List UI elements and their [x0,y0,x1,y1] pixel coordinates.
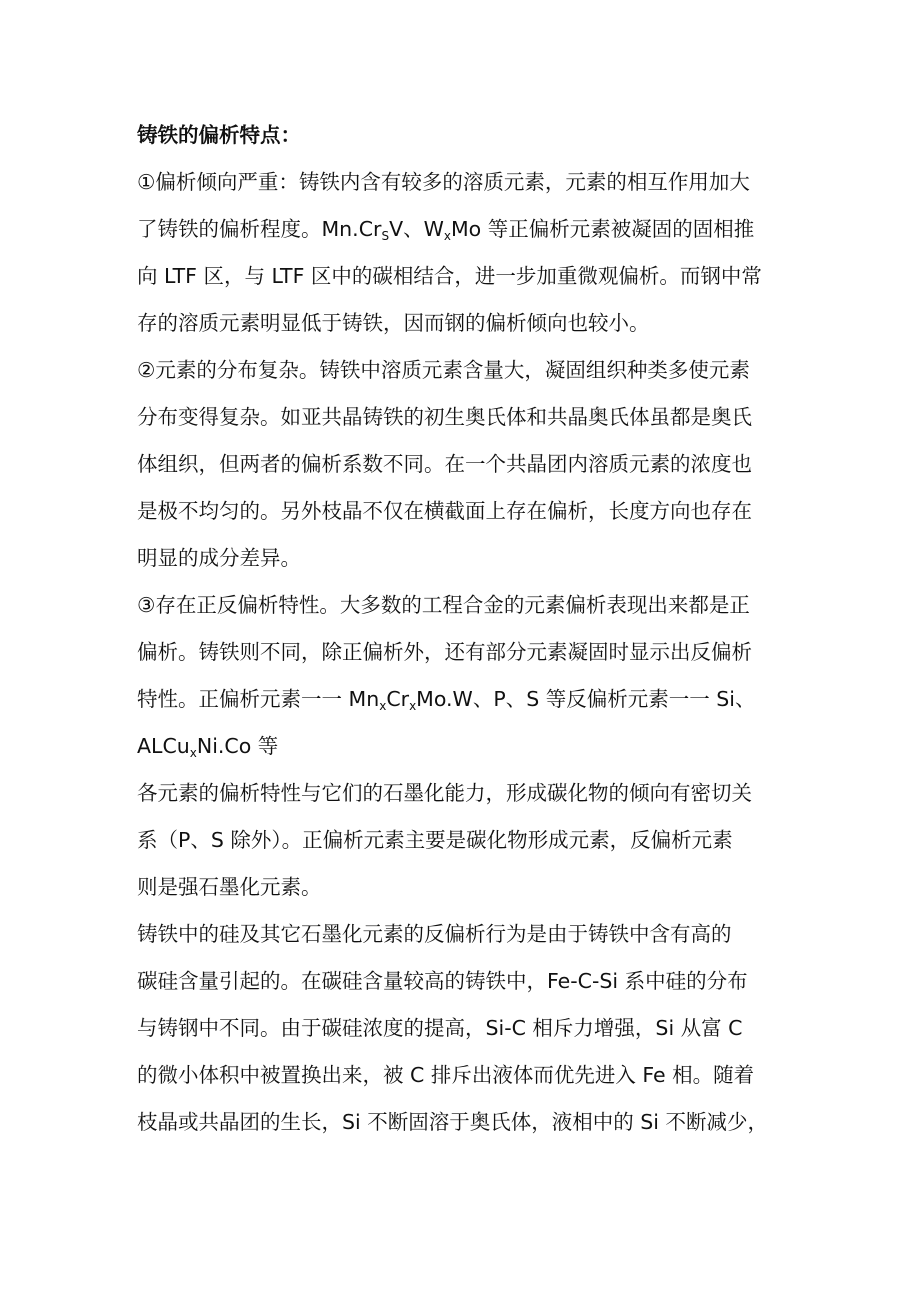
text-line: ①偏析倾向严重：铸铁内含有较多的溶质元素，元素的相互作用加大 [137,170,750,194]
text-line: 了铸铁的偏析程度。$Mn.Cr_SV$、$W_xMo$ 等正偏析元素被凝固的固相推 [137,217,755,243]
section-heading: 铸铁的偏析特点： [137,123,301,147]
text-line: 向 LTF 区，与 LTF 区中的碳相结合，进一步加重微观偏析。而钢中常 [137,264,762,288]
text-line: 分布变得复杂。如亚共晶铸铁的初生奥氏体和共晶奥氏体虽都是奥氏 [137,405,752,429]
text-line: 则是强石墨化元素。 [137,875,322,899]
text-line: 枝晶或共晶团的生长，Si 不断固溶于奥氏体，液相中的 Si 不断减少， [137,1110,768,1134]
text-line: 是极不均匀的。另外枝晶不仅在横截面上存在偏析，长度方向也存在 [137,499,752,523]
text-line: 系（P、S 除外）。正偏析元素主要是碳化物形成元素，反偏析元素 [137,828,733,852]
text-line: ALCu$_x$Ni.Co 等 [137,734,279,760]
text-line: 体组织，但两者的偏析系数不同。在一个共晶团内溶质元素的浓度也 [137,452,752,476]
text-line: 存的溶质元素明显低于铸铁，因而钢的偏析倾向也较小。 [137,311,650,335]
text-line: 偏析。铸铁则不同，除正偏析外，还有部分元素凝固时显示出反偏析 [137,640,752,664]
text-line: 特性。正偏析元素一一 $Mn_xCr_xMo.W$、P、S 等反偏析元素一一 Si、 [137,687,756,713]
text-line: 铸铁中的硅及其它石墨化元素的反偏析行为是由于铸铁中含有高的 [137,922,732,946]
text-line: 碳硅含量引起的。在碳硅含量较高的铸铁中，Fe-C-Si 系中硅的分布 [137,969,748,993]
text-line: ③存在正反偏析特性。大多数的工程合金的元素偏析表现出来都是正 [137,593,750,617]
text-line: 各元素的偏析特性与它们的石墨化能力，形成碳化物的倾向有密切关 [137,781,752,805]
text-line: ②元素的分布复杂。铸铁中溶质元素含量大，凝固组织种类多使元素 [137,358,750,382]
text-line: 明显的成分差异。 [137,546,301,570]
text-line: 的微小体积中被置换出来，被 C 排斥出液体而优先进入 Fe 相。随着 [137,1063,755,1087]
text-line: 与铸钢中不同。由于碳硅浓度的提高，Si-C 相斥力增强，Si 从富 C [137,1016,743,1040]
body-text [137,112,787,1146]
